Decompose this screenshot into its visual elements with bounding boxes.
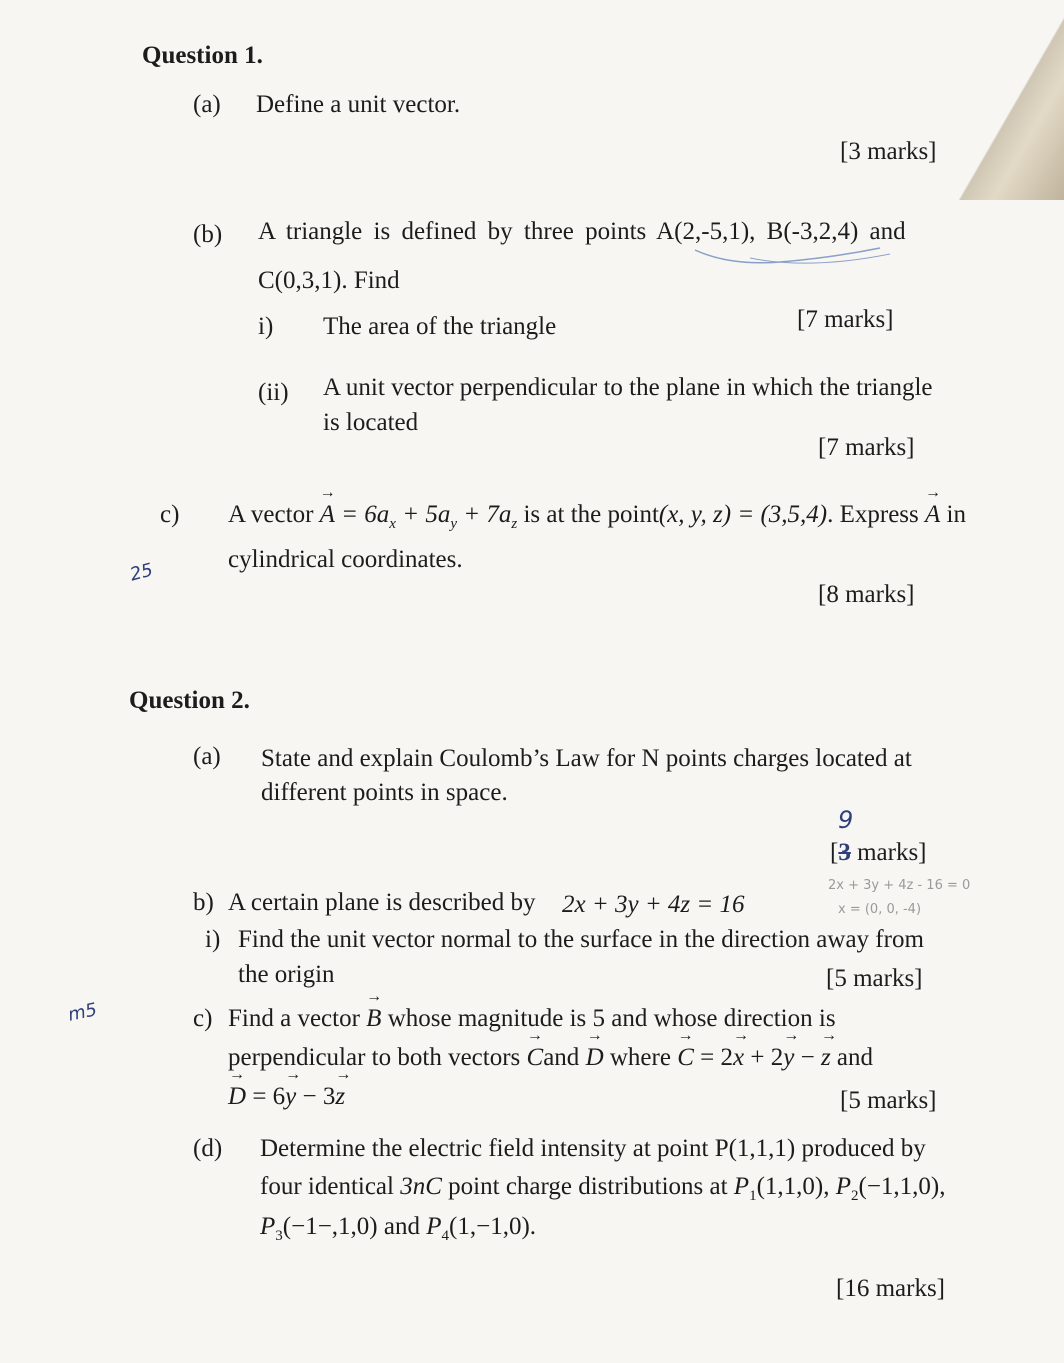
vector-C: → C	[527, 1043, 544, 1073]
q2b-i-line1: Find the unit vector normal to the surface in the direction away from	[238, 926, 924, 953]
vector-D-2: → D	[228, 1082, 246, 1112]
q2b-i-label: i)	[205, 926, 221, 953]
q2b-i-marks: [5 marks]	[826, 965, 923, 992]
q2b-text: A certain plane is described by	[228, 889, 536, 916]
q2c-label: c)	[193, 1005, 213, 1032]
q1a-text: Define a unit vector.	[256, 91, 461, 118]
q1b-ii-line2: is located	[323, 409, 419, 436]
q2d-marks: [16 marks]	[836, 1275, 945, 1302]
question-1-title: Question 1.	[142, 42, 263, 69]
q2a-line2: different points in space.	[261, 779, 508, 806]
q2b-equation: 2x + 3y + 4z = 16	[562, 891, 745, 918]
handwritten-mark-9: 9	[838, 806, 854, 834]
vector-A: → A	[320, 500, 335, 530]
q1b-line1: A triangle is defined by three points A(2,-5,1), B(-3,2,4) and	[258, 218, 906, 245]
paper-edge-shadow	[944, 0, 1064, 200]
q1c-marks: [8 marks]	[818, 581, 915, 608]
q1c-line2: cylindrical coordinates.	[228, 546, 463, 573]
q1c-label: c)	[160, 501, 180, 528]
q2d-line3: $P_3(-1-,1,0)$ and $P_4(1,-1,0)$.	[260, 1213, 537, 1244]
q2c-line1: Find a vector → B whose magnitude is 5 and whose direction is	[228, 1004, 836, 1034]
q1b-line2: C(0,3,1). Find	[258, 267, 400, 294]
q2c-line3: → D = 6→ y − 3→ z	[228, 1082, 345, 1112]
q1b-ii-label: (ii)	[258, 379, 289, 406]
q2c-line2: perpendicular to both vectors → Cand → D where → C = 2→ x + 2→ y − → z and	[228, 1043, 873, 1073]
q2d-line2: four identical 3nC point charge distributions at $P_1(1,1,0)$, $P_2(-1,1,0)$,	[260, 1173, 946, 1204]
q1b-i-label: i)	[258, 313, 274, 340]
handwritten-underline	[690, 240, 900, 270]
vector-B: → B	[366, 1004, 381, 1034]
q1b-i-text: The area of the triangle	[323, 313, 557, 340]
q2c-marks: [5 marks]	[840, 1087, 937, 1114]
vector-D: → D	[586, 1043, 604, 1073]
margin-note-m5: m5	[66, 999, 99, 1026]
q2a-label: (a)	[193, 743, 221, 770]
handwritten-scribble-2: x = (0, 0, -4)	[838, 902, 922, 917]
q1a-label: (a)	[193, 91, 221, 118]
q1b-ii-line1: A unit vector perpendicular to the plane in which the triangle	[323, 374, 933, 401]
vector-A-2: → A	[925, 500, 940, 530]
q2a-marks: [3 marks]	[830, 839, 927, 866]
margin-note-25: 25	[127, 559, 156, 586]
question-2-title: Question 2.	[129, 687, 250, 714]
q1c-line1: A vector → $A = 6a_x + 5a_y + 7a_z$ is at the point(x, y, z) = (3,5,4). Express → A in	[228, 500, 966, 533]
q1b-i-marks: [7 marks]	[797, 306, 894, 333]
vector-C-2: → C	[677, 1043, 694, 1073]
q1b-label: (b)	[193, 221, 223, 248]
q1b-ii-marks: [7 marks]	[818, 434, 915, 461]
q2b-i-line2: the origin	[238, 961, 335, 988]
q2a-line1: State and explain Coulomb’s Law for N points charges located at	[261, 745, 912, 772]
q2d-line1: Determine the electric field intensity at point P(1,1,1) produced by	[260, 1135, 926, 1162]
q1a-marks: [3 marks]	[840, 138, 937, 165]
q2b-label: b)	[193, 889, 214, 916]
q2d-label: (d)	[193, 1135, 223, 1162]
handwritten-scribble-1: 2x + 3y + 4z - 16 = 0	[828, 878, 971, 893]
